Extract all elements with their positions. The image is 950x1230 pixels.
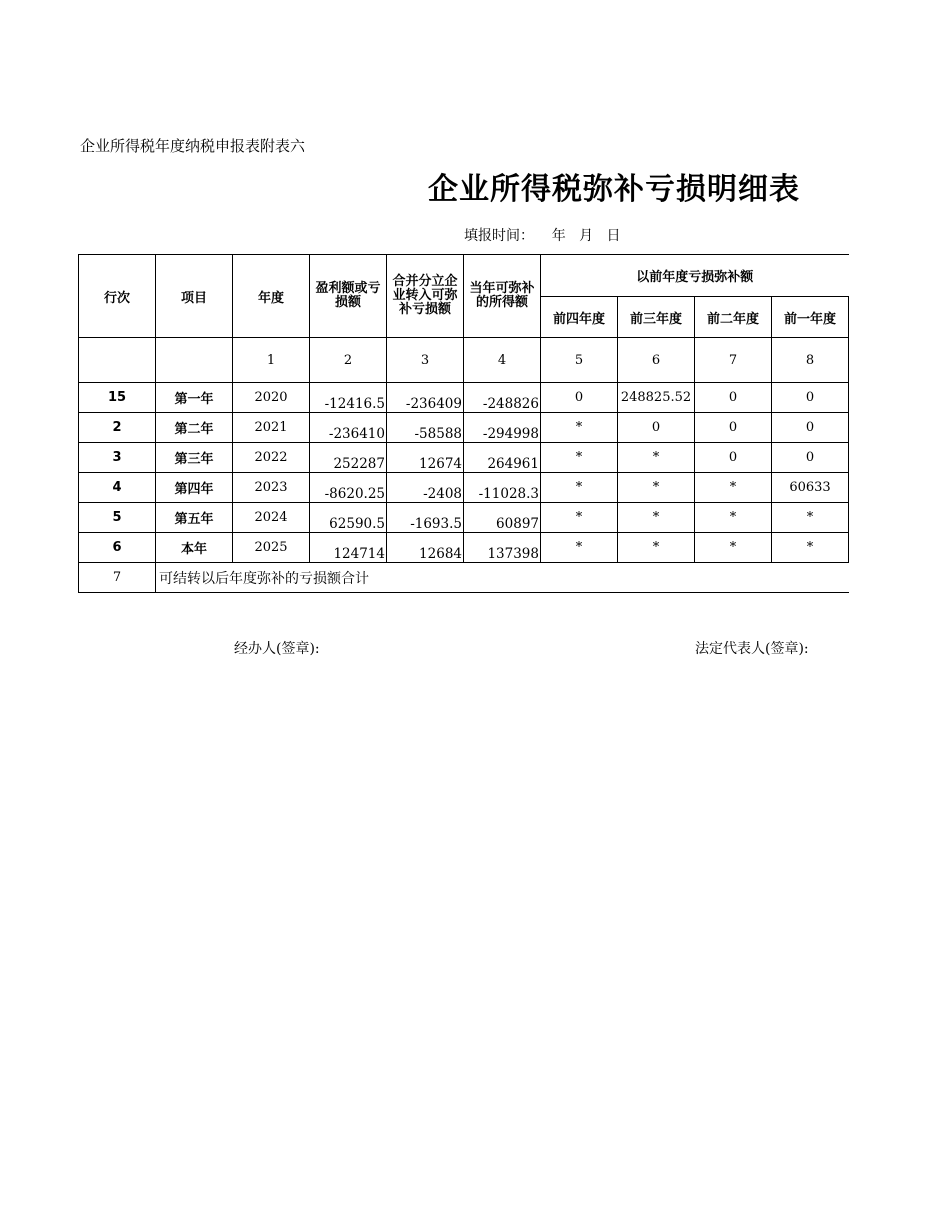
row-prev4: * [541,473,618,503]
row-prev4: * [541,413,618,443]
row-profit: -236410 [310,413,387,443]
table-row [79,413,849,443]
table-row [79,473,849,503]
row-current: 60897 [464,503,541,533]
row-prev4: 0 [541,383,618,413]
row-prev1: 60633 [772,473,849,503]
row-no: 3 [79,443,156,473]
row-year: 2021 [233,413,310,443]
row-current: 264961 [464,443,541,473]
loss-offset-table [78,254,849,593]
fill-time: 填报时间： 年 月 日 [464,228,621,244]
page-title: 企业所得税弥补亏损明细表 [428,172,800,207]
row-item: 第四年 [156,473,233,503]
table-row [79,503,849,533]
header-item: 项目 [156,255,233,338]
row-current: -248826 [464,383,541,413]
col-number: 8 [772,338,849,383]
row-no: 5 [79,503,156,533]
col-number: 3 [387,338,464,383]
row-prev4: * [541,443,618,473]
row-merger: -58588 [387,413,464,443]
handler-signature-label: 经办人(签章): [234,641,320,657]
row-prev2: 0 [695,413,772,443]
row-prev2: * [695,533,772,563]
header-prev4: 前四年度 [541,297,618,338]
col-number: 7 [695,338,772,383]
row-prev1: 0 [772,413,849,443]
row-prev3: * [618,503,695,533]
row-no: 15 [79,383,156,413]
row-prev3: 0 [618,413,695,443]
row-year: 2022 [233,443,310,473]
row-prev2: 0 [695,443,772,473]
header-row-no: 行次 [79,255,156,338]
row-item: 本年 [156,533,233,563]
row-merger: -236409 [387,383,464,413]
row-year: 2020 [233,383,310,413]
total-row [79,563,849,593]
row-profit: 62590.5 [310,503,387,533]
row-current: 137398 [464,533,541,563]
col-number: 2 [310,338,387,383]
row-profit: -8620.25 [310,473,387,503]
row-item: 第五年 [156,503,233,533]
row-prev1: 0 [772,443,849,473]
row-profit: 252287 [310,443,387,473]
row-prev1: 0 [772,383,849,413]
form-subtitle: 企业所得税年度纳税申报表附表六 [80,137,306,155]
row-prev3: 248825.52 [618,383,695,413]
header-prev2: 前二年度 [695,297,772,338]
legal-rep-signature-label: 法定代表人(签章): [695,641,809,657]
table-row [79,443,849,473]
row-prev3: * [618,533,695,563]
row-year: 2023 [233,473,310,503]
row-year: 2025 [233,533,310,563]
row-profit: 124714 [310,533,387,563]
header-blank [156,338,233,383]
col-number: 1 [233,338,310,383]
row-prev2: * [695,473,772,503]
row-current: -294998 [464,413,541,443]
row-merger: 12674 [387,443,464,473]
header-blank [79,338,156,383]
row-prev2: * [695,503,772,533]
row-no: 4 [79,473,156,503]
header-profit: 盈利额或亏损额 [310,255,387,338]
col-number: 6 [618,338,695,383]
header-current: 当年可弥补的所得额 [464,255,541,338]
row-year: 2024 [233,503,310,533]
row-item: 第一年 [156,383,233,413]
total-label: 可结转以后年度弥补的亏损额合计 [156,563,849,593]
header-prev1: 前一年度 [772,297,849,338]
row-profit: -12416.5 [310,383,387,413]
row-prev2: 0 [695,383,772,413]
col-number: 4 [464,338,541,383]
row-item: 第三年 [156,443,233,473]
row-merger: 12684 [387,533,464,563]
row-merger: -2408 [387,473,464,503]
col-number: 5 [541,338,618,383]
row-prev3: * [618,473,695,503]
row-prev1: * [772,533,849,563]
row-prev4: * [541,533,618,563]
row-no: 2 [79,413,156,443]
row-prev3: * [618,443,695,473]
row-current: -11028.3 [464,473,541,503]
row-prev4: * [541,503,618,533]
header-prev3: 前三年度 [618,297,695,338]
header-year: 年度 [233,255,310,338]
row-prev1: * [772,503,849,533]
header-merger: 合并分立企业转入可弥补亏损额 [387,255,464,338]
row-merger: -1693.5 [387,503,464,533]
row-item: 第二年 [156,413,233,443]
header-prev-group: 以前年度亏损弥补额 [541,255,849,297]
row-no: 7 [79,563,156,593]
table-row [79,383,849,413]
row-no: 6 [79,533,156,563]
table-row [79,533,849,563]
